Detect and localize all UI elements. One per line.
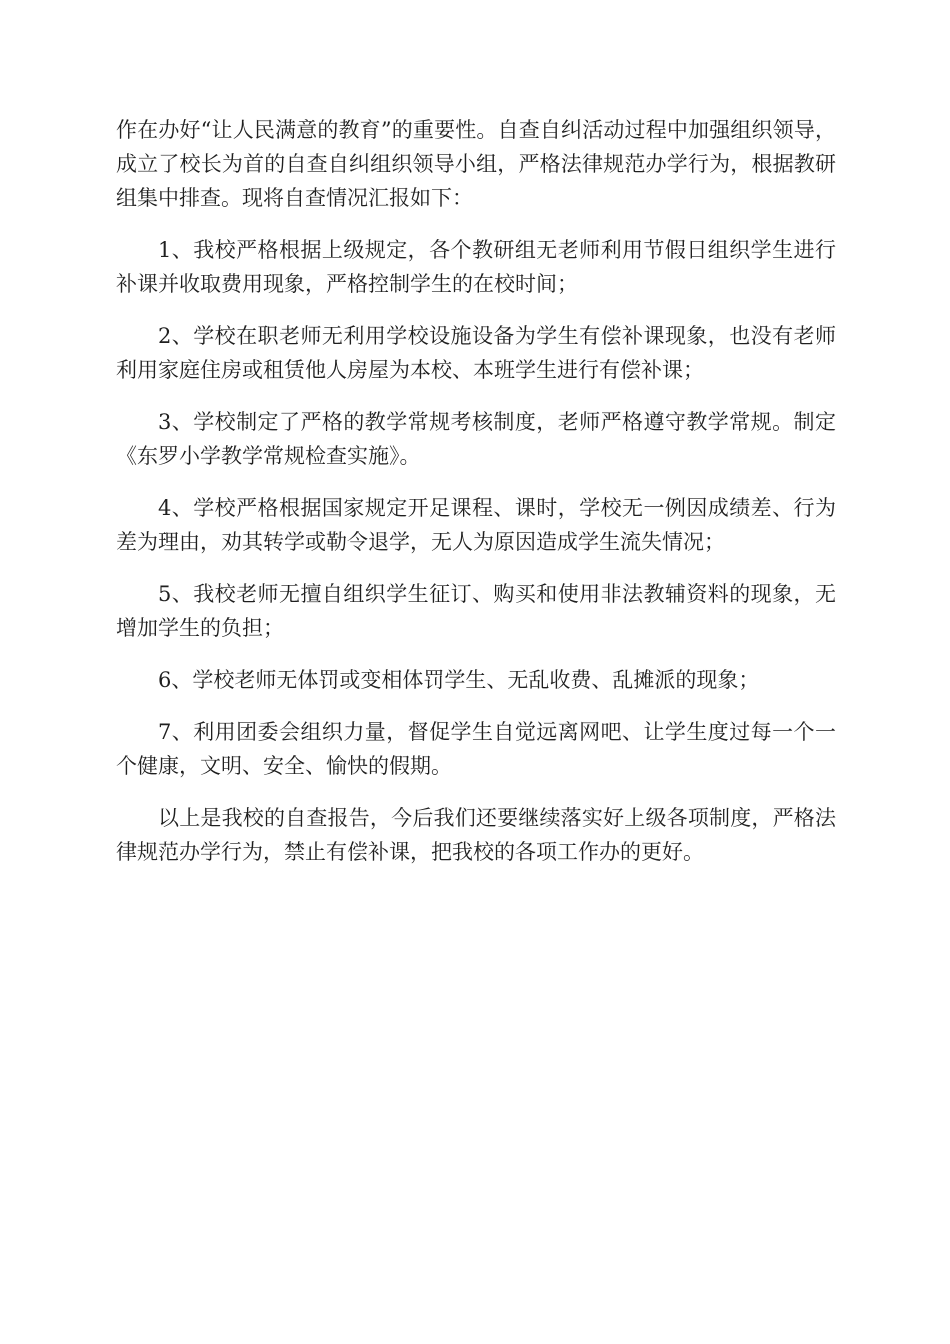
item-4-paragraph: 4、学校严格根据国家规定开足课程、课时，学校无一例因成绩差、行为差为理由，劝其转学或勒令退学，无人为原因造成学生流失情况； xyxy=(116,496,836,554)
item-7-paragraph: 7、利用团委会组织力量，督促学生自觉远离网吧、让学生度过每一个一个健康，文明、安全、愉快的假期。 xyxy=(116,720,836,778)
item-5-paragraph: 5、我校老师无擅自组织学生征订、购买和使用非法教辅资料的现象，无增加学生的负担； xyxy=(116,582,836,640)
item-1-paragraph: 1、我校严格根据上级规定，各个教研组无老师利用节假日组织学生进行补课并收取费用现象，严格控制学生的在校时间； xyxy=(116,238,836,296)
item-3-paragraph: 3、学校制定了严格的教学常规考核制度，老师严格遵守教学常规。制定《东罗小学教学常规检查实施》。 xyxy=(116,410,836,468)
conclusion-paragraph: 以上是我校的自查报告，今后我们还要继续落实好上级各项制度，严格法律规范办学行为，禁止有偿补课，把我校的各项工作办的更好。 xyxy=(116,806,836,864)
document-body xyxy=(116,113,836,869)
item-6-paragraph: 6、学校老师无体罚或变相体罚学生、无乱收费、乱摊派的现象； xyxy=(158,668,760,692)
intro-paragraph: 作在办好“让人民满意的教育”的重要性。自查自纠活动过程中加强组织领导，成立了校长为首的自查自纠组织领导小组，严格法律规范办学行为，根据教研组集中排查。现将自查情况汇报如下： xyxy=(116,118,836,210)
item-2-paragraph: 2、学校在职老师无利用学校设施设备为学生有偿补课现象，也没有老师利用家庭住房或租赁他人房屋为本校、本班学生进行有偿补课； xyxy=(116,324,836,382)
